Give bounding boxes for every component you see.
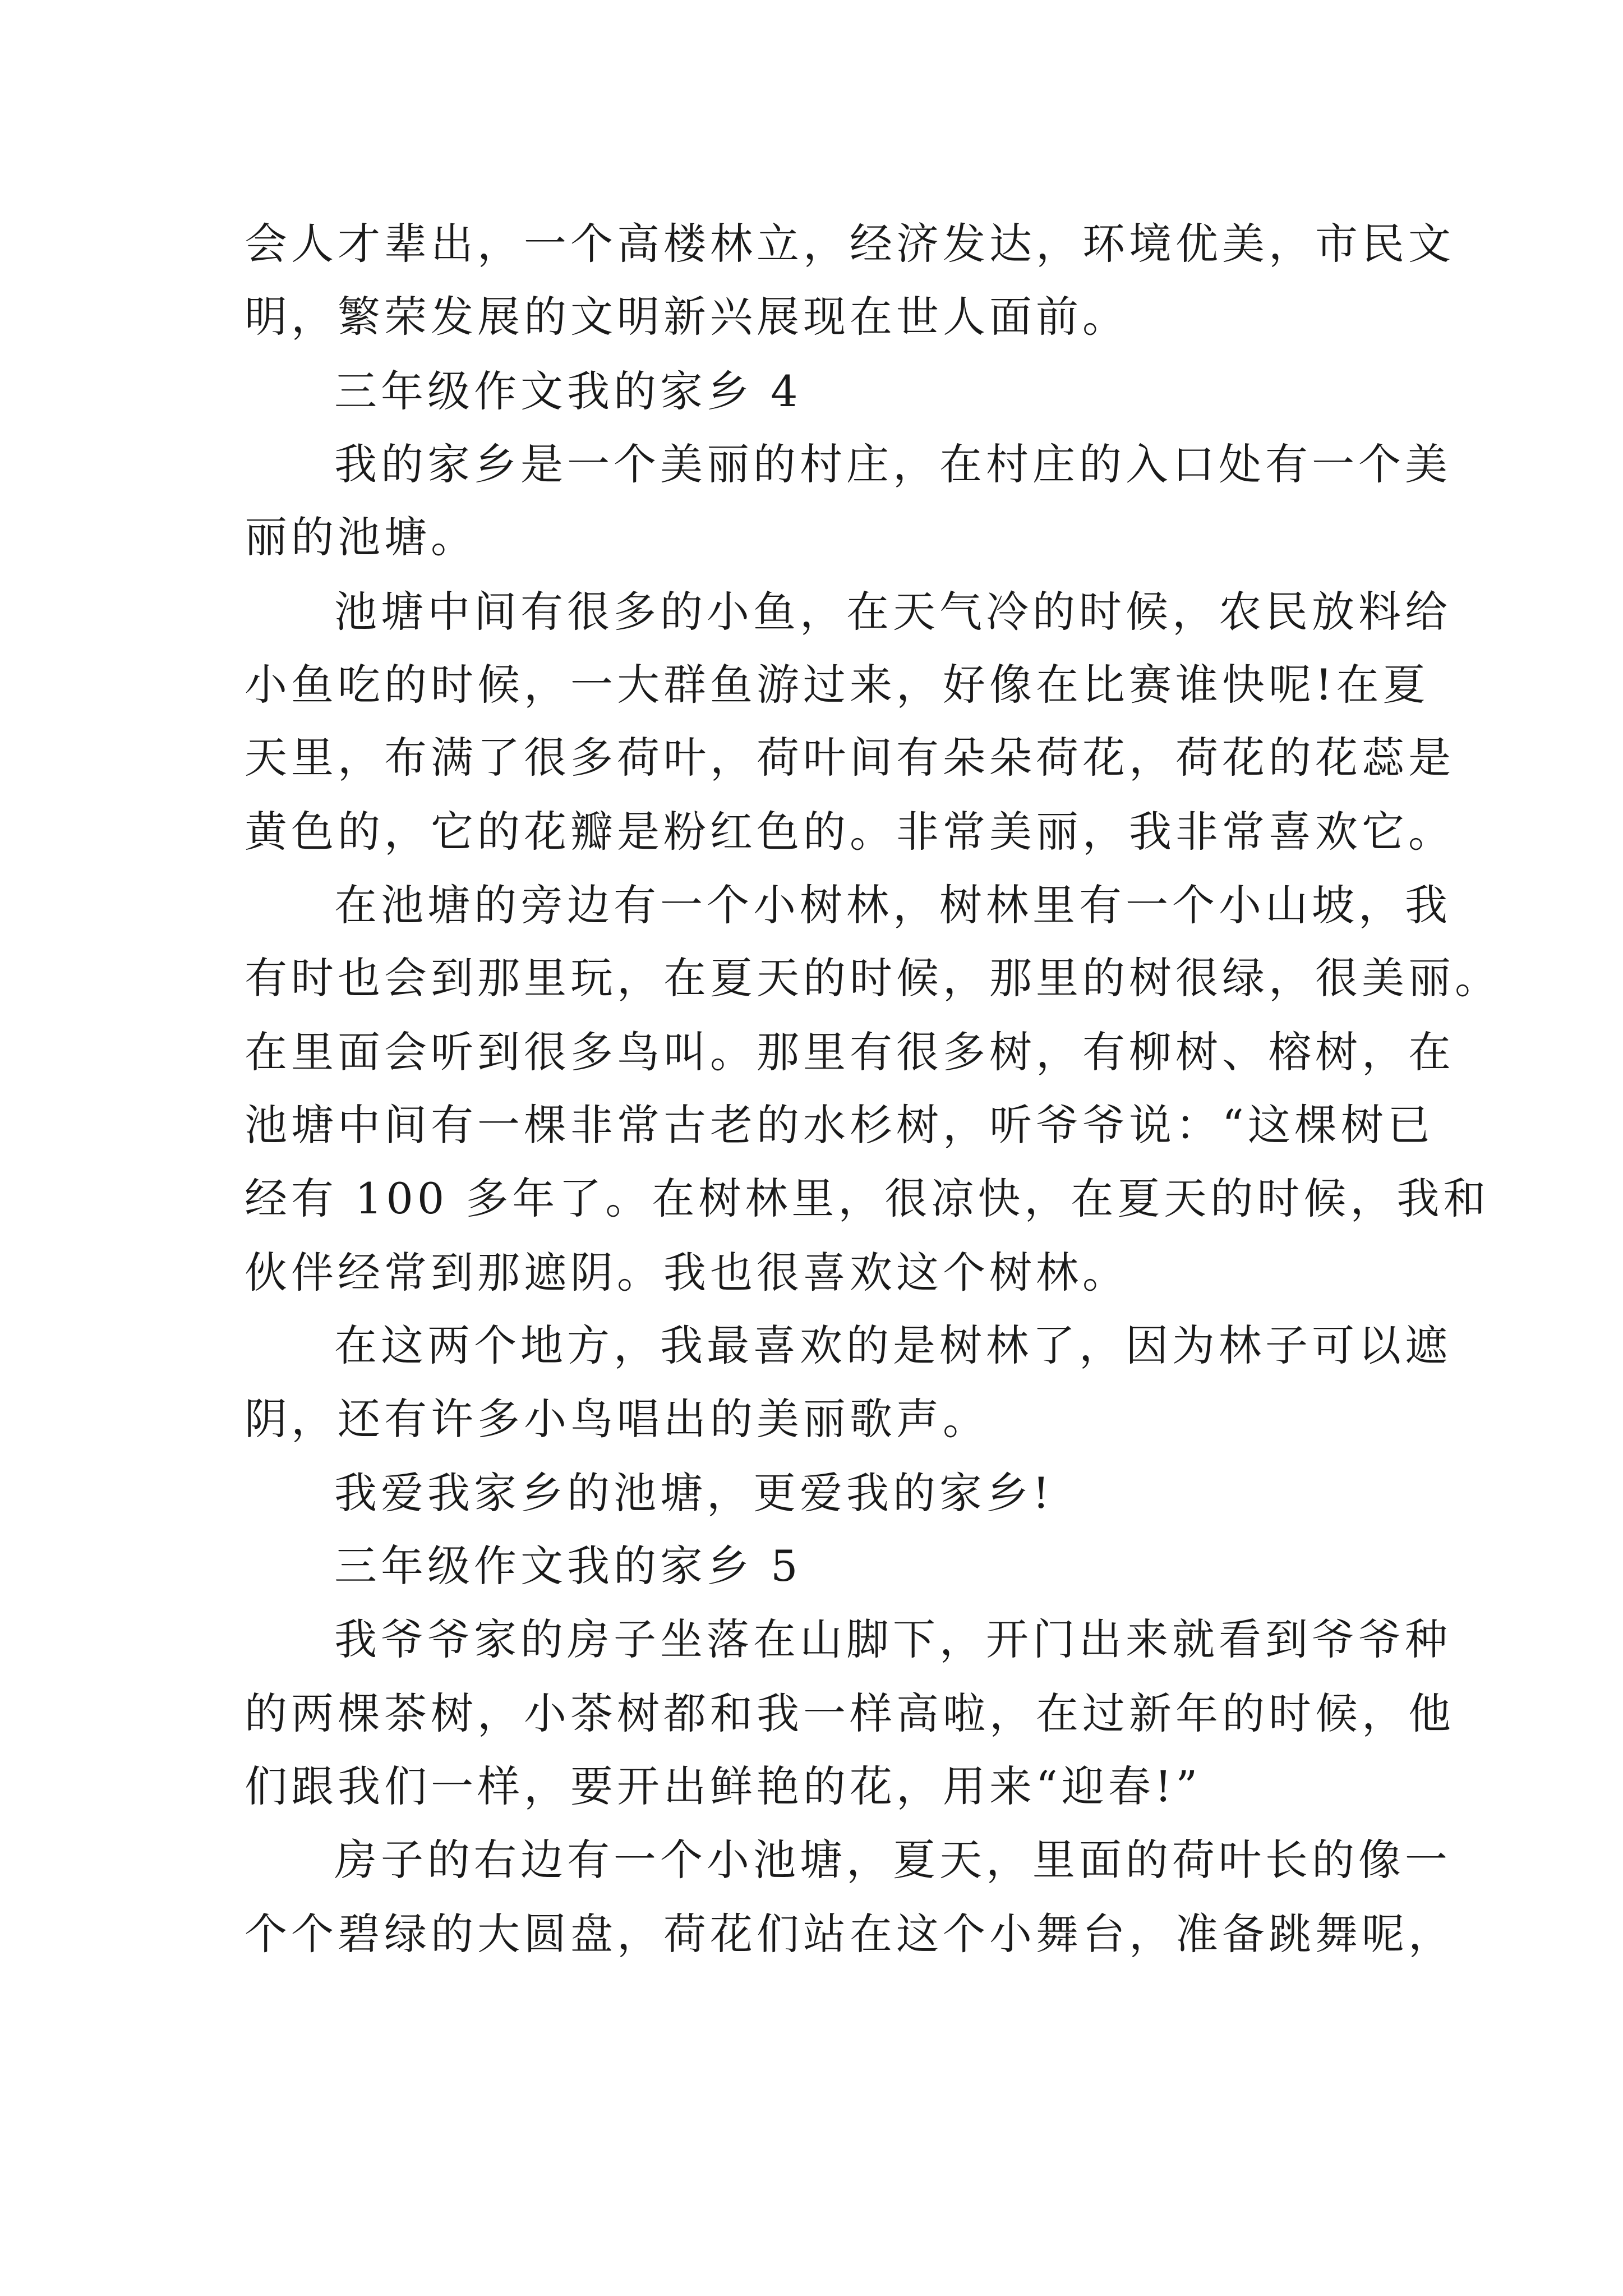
- text-line: 的两棵茶树，小茶树都和我一样高啦，在过新年的时候，他: [245, 1688, 1455, 1738]
- text-line: 天里，布满了很多荷叶，荷叶间有朵朵荷花，荷花的花蕊是: [245, 733, 1455, 783]
- text-line: 池塘中间有一棵非常古老的水杉树，听爷爷说：“这棵树已: [245, 1100, 1434, 1150]
- text-line: 丽的池塘。: [245, 512, 477, 562]
- text-line: 黄色的，它的花瓣是粉红色的。非常美丽，我非常喜欢它。: [245, 807, 1455, 857]
- section-heading: 三年级作文我的家乡 4: [334, 366, 802, 416]
- text-line: 经有 100 多年了。在树林里，很凉快，在夏天的时候，我和: [245, 1174, 1490, 1223]
- text-line: 们跟我们一样，要开出鲜艳的花，用来“迎春!”: [245, 1761, 1202, 1811]
- section-heading: 三年级作文我的家乡 5: [334, 1541, 802, 1591]
- text-line: 我的家乡是一个美丽的村庄，在村庄的入口处有一个美: [334, 439, 1451, 489]
- text-line: 阴，还有许多小鸟唱出的美丽歌声。: [245, 1394, 989, 1444]
- text-line: 我爷爷家的房子坐落在山脚下，开门出来就看到爷爷种: [334, 1614, 1451, 1664]
- text-line: 池塘中间有很多的小鱼，在天气冷的时候，农民放料给: [334, 587, 1451, 637]
- text-line: 个个碧绿的大圆盘，荷花们站在这个小舞台，准备跳舞呢，: [245, 1909, 1455, 1959]
- text-line: 在里面会听到很多鸟叫。那里有很多树，有柳树、榕树，在: [245, 1027, 1455, 1077]
- text-line: 在这两个地方，我最喜欢的是树林了，因为林子可以遮: [334, 1320, 1451, 1370]
- text-line: 我爱我家乡的池塘，更爱我的家乡!: [334, 1468, 1054, 1518]
- text-line: 伙伴经常到那遮阴。我也很喜欢这个树林。: [245, 1248, 1129, 1297]
- text-line: 小鱼吃的时候，一大群鱼游过来，好像在比赛谁快呢!在夏: [245, 660, 1430, 710]
- text-line: 明，繁荣发展的文明新兴展现在世人面前。: [245, 292, 1129, 342]
- text-line: 有时也会到那里玩，在夏天的时候，那里的树很绿，很美丽。: [245, 953, 1501, 1003]
- text-line: 房子的右边有一个小池塘，夏天，里面的荷叶长的像一: [334, 1835, 1451, 1885]
- text-line: 在池塘的旁边有一个小树林，树林里有一个小山坡，我: [334, 880, 1451, 930]
- text-line: 会人才辈出，一个高楼林立，经济发达，环境优美，市民文: [245, 219, 1455, 269]
